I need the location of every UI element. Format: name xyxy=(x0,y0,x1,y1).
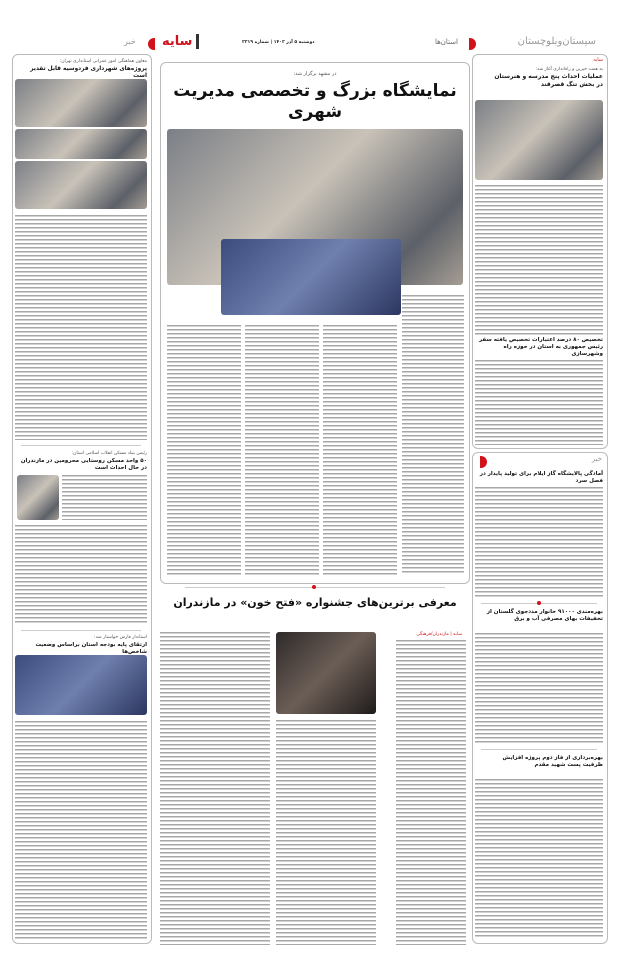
byline: سایه | مازندران/فرهنگی xyxy=(416,632,462,637)
article-body xyxy=(475,185,603,335)
article-body xyxy=(475,487,603,597)
section-marker-icon xyxy=(148,38,155,50)
story3-headline: ارتقای پایه بودجه استان براساس وضعیت شاخص‌ها xyxy=(35,642,147,655)
logo: سایه xyxy=(162,34,199,49)
article-body xyxy=(62,475,147,520)
story2-headline: ۵۰ واحد مسکن روستایی محرومین در مازندران در حال احداث است xyxy=(20,458,147,471)
story4-headline: بهره‌مندی ۹۱۰۰۰ خانوار مددجوی گلستان از تخفیفات بهای مصرفی آب و برق xyxy=(486,609,603,622)
date-issue: دوشنبه ۵ آذر ۱۴۰۲ | شماره ۲۲۱۹ xyxy=(242,40,315,45)
article-body xyxy=(15,215,147,440)
divider xyxy=(481,749,597,750)
story5-headline: بهره‌برداری از فاز دوم پروژه افزایش ظرفیت پست شهید مقدم xyxy=(502,755,603,768)
kicker: در مشهد برگزار شد: xyxy=(293,71,337,77)
divider-dot xyxy=(312,585,316,589)
story-photo xyxy=(475,100,603,180)
article-body xyxy=(167,325,241,575)
headline: عملیات احداث پنج مدرسه و هنرستان در بخش تنگ قصرقند xyxy=(494,73,603,88)
section-marker-icon xyxy=(480,456,487,468)
article-body xyxy=(245,325,319,575)
article-body xyxy=(160,632,270,945)
officials-visit-photo xyxy=(15,161,147,209)
right-column-box xyxy=(472,54,608,449)
article-body xyxy=(323,325,397,575)
article-body xyxy=(396,640,466,945)
story2-headline: تخصیص ۸۰ درصد اعتبارات تخصیص یافته سفر رئیس جمهوری به استان در حوزه راه وشهرسازی xyxy=(479,337,603,357)
housing-photo xyxy=(17,475,59,520)
article-body xyxy=(475,779,603,939)
article-body xyxy=(15,721,147,939)
kicker: معاون هماهنگی امور عمرانی استانداری تهران: xyxy=(59,59,147,64)
kicker: به همت خیرین و راه‌اندازی آغاز شد: xyxy=(535,67,603,72)
section-marker-icon xyxy=(469,38,476,50)
conference-banner-photo xyxy=(221,239,401,315)
divider-dot xyxy=(537,601,541,605)
right-news-box xyxy=(472,452,608,944)
main-headline: نمایشگاه بزرگ و تخصصی مدیریت شهری xyxy=(173,81,457,123)
governor-meeting-photo xyxy=(15,655,147,715)
divider xyxy=(21,630,141,631)
article-body xyxy=(475,633,603,743)
story3-headline: آمادگی پالایشگاه گاز ایلام برای تولید پایدار در فصل سرد xyxy=(479,471,603,484)
divider xyxy=(21,445,141,446)
officials-visit-photo xyxy=(15,79,147,127)
page-section: استان‌ها xyxy=(434,38,458,46)
left-column-box xyxy=(12,54,152,944)
officials-visit-photo xyxy=(15,129,147,159)
headline: پروژه‌های شهرداری فردوسیه قابل تقدیر است xyxy=(30,66,147,80)
story2-kicker: رئیس بنیاد مسکن انقلاب اسلامی استان: xyxy=(71,451,147,456)
left-section-title: خبر xyxy=(124,37,136,46)
right-section-title: سیستان‌وبلوچستان xyxy=(517,36,596,47)
article-body xyxy=(276,720,376,945)
article-body xyxy=(402,295,464,575)
festival-speaker-photo xyxy=(276,632,376,714)
masthead xyxy=(12,36,608,52)
badge: سایه xyxy=(593,57,603,63)
story3-kicker: استاندار فارس خواستار شد: xyxy=(94,635,147,640)
news-section: خبر xyxy=(591,455,602,463)
center-top-box xyxy=(160,62,470,584)
article-body xyxy=(15,525,147,625)
article-body xyxy=(475,360,603,445)
festival-headline: معرفی برترین‌های جشنواره «فتح خون» در مازندران xyxy=(173,596,457,609)
